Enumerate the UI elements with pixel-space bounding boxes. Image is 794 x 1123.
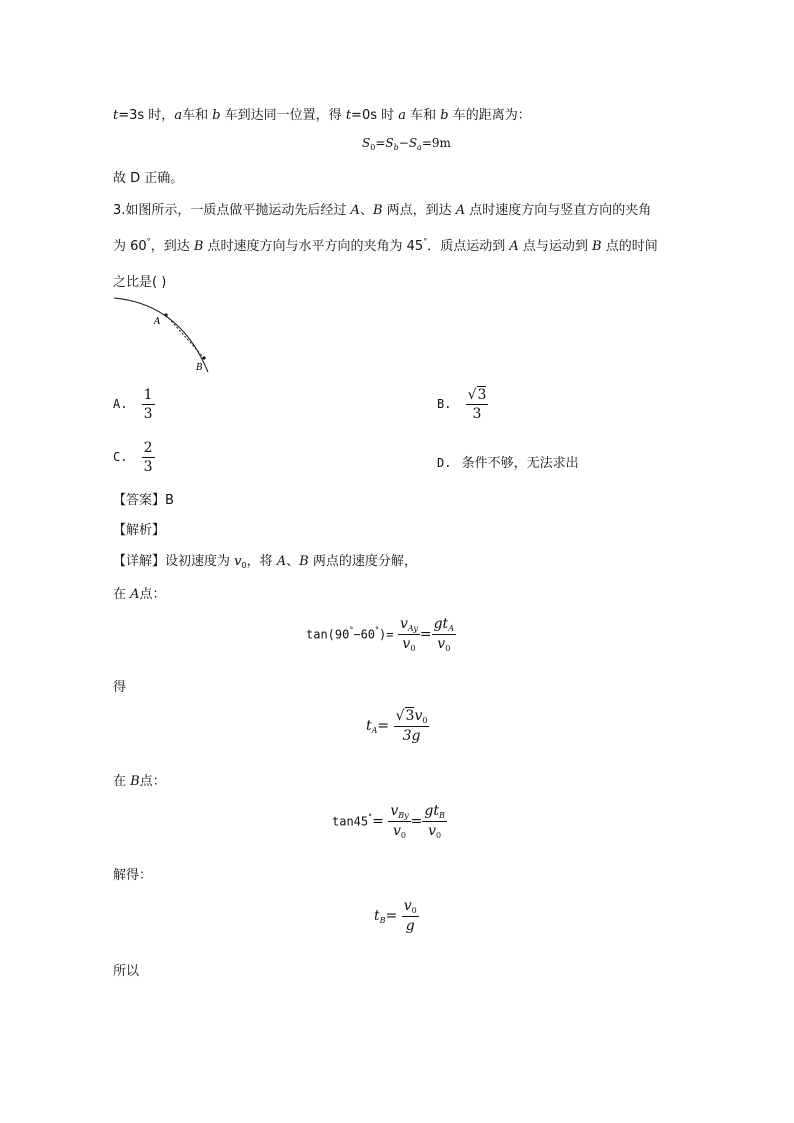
paragraph-time-condition: t=3s 时，a车和 b 车到达同一位置，得 t=0s 时 a 车和 b 车的距离为： (113, 108, 531, 123)
option-a: A. $\frac{1}{3}$ (113, 387, 153, 422)
question-line-2: 为 60°，到达 B 点时速度方向与水平方向的夹角为 45°．质点运动到 A 点与运动到 B 点的时间 (113, 237, 658, 254)
analysis-heading: 【解析】 (113, 523, 166, 538)
point-a-dot (164, 313, 167, 316)
suoyi-text: 所以 (113, 964, 140, 979)
de-text: 得 (113, 680, 127, 695)
at-point-b: 在 B点： (113, 774, 166, 789)
point-b-dot (202, 356, 205, 359)
question-line-3: 之比是( ) (113, 275, 167, 290)
equation-ta: $t_A=$ $\frac{√3v_0}{3g}$ (366, 708, 428, 744)
fraction-vay-v0: $\frac{v_{Ay}}{v_0}$ (399, 616, 418, 653)
option-b: B. $\frac{√3}{3}$ (437, 387, 487, 422)
option-b-fraction: $\frac{√3}{3}$ (467, 387, 487, 422)
equation-tan-a: tan(90°−60°)= $\frac{v_{Ay}}{v_0}$ = $\frac{gt_A}{v_0}$ (306, 616, 454, 653)
chord-dashed-line (166, 315, 204, 358)
option-c: C. $\frac{2}{3}$ (113, 440, 153, 475)
fraction-sqrt3v0-3g: $\frac{√3v_0}{3g}$ (395, 708, 428, 744)
question-line-1: 3.如图所示，一质点做平抛运动先后经过 A、B 两点，到达 A 点时速度方向与竖直方向的夹角 (113, 203, 652, 218)
fraction-gtb-v0: $\frac{gt_B}{v_0}$ (424, 803, 445, 840)
equation-distance: $S_0=S_b-S_a=9m$ (362, 136, 451, 152)
conclusion-text: 故 D 正确。 (113, 171, 184, 186)
equation-tan-b: tan45°= $\frac{v_{By}}{v_0}$ = $\frac{gt_B}{v_0}$ (332, 803, 445, 840)
jiede-text: 解得： (113, 868, 153, 883)
fraction-v0-g: $\frac{v_0}{g}$ (403, 898, 417, 934)
option-d: D. 条件不够，无法求出 (437, 456, 579, 471)
trajectory-figure (110, 292, 220, 376)
fraction-vby-v0: $\frac{v_{By}}{v_0}$ (390, 803, 409, 840)
option-c-fraction: $\frac{2}{3}$ (143, 440, 153, 475)
trajectory-curve (114, 298, 208, 372)
point-b-label: B (196, 363, 203, 373)
at-point-a: 在 A点： (113, 587, 166, 602)
answer-line: 【答案】B (113, 493, 174, 508)
point-a-label: A (154, 317, 161, 327)
equation-tb: $t_B=$ $\frac{v_0}{g}$ (374, 898, 417, 934)
fraction-gta-v0: $\frac{gt_A}{v_0}$ (433, 616, 454, 653)
option-a-fraction: $\frac{1}{3}$ (143, 387, 153, 422)
detail-line: 【详解】设初速度为 $v_0$，将 A、B 两点的速度分解， (113, 554, 417, 570)
